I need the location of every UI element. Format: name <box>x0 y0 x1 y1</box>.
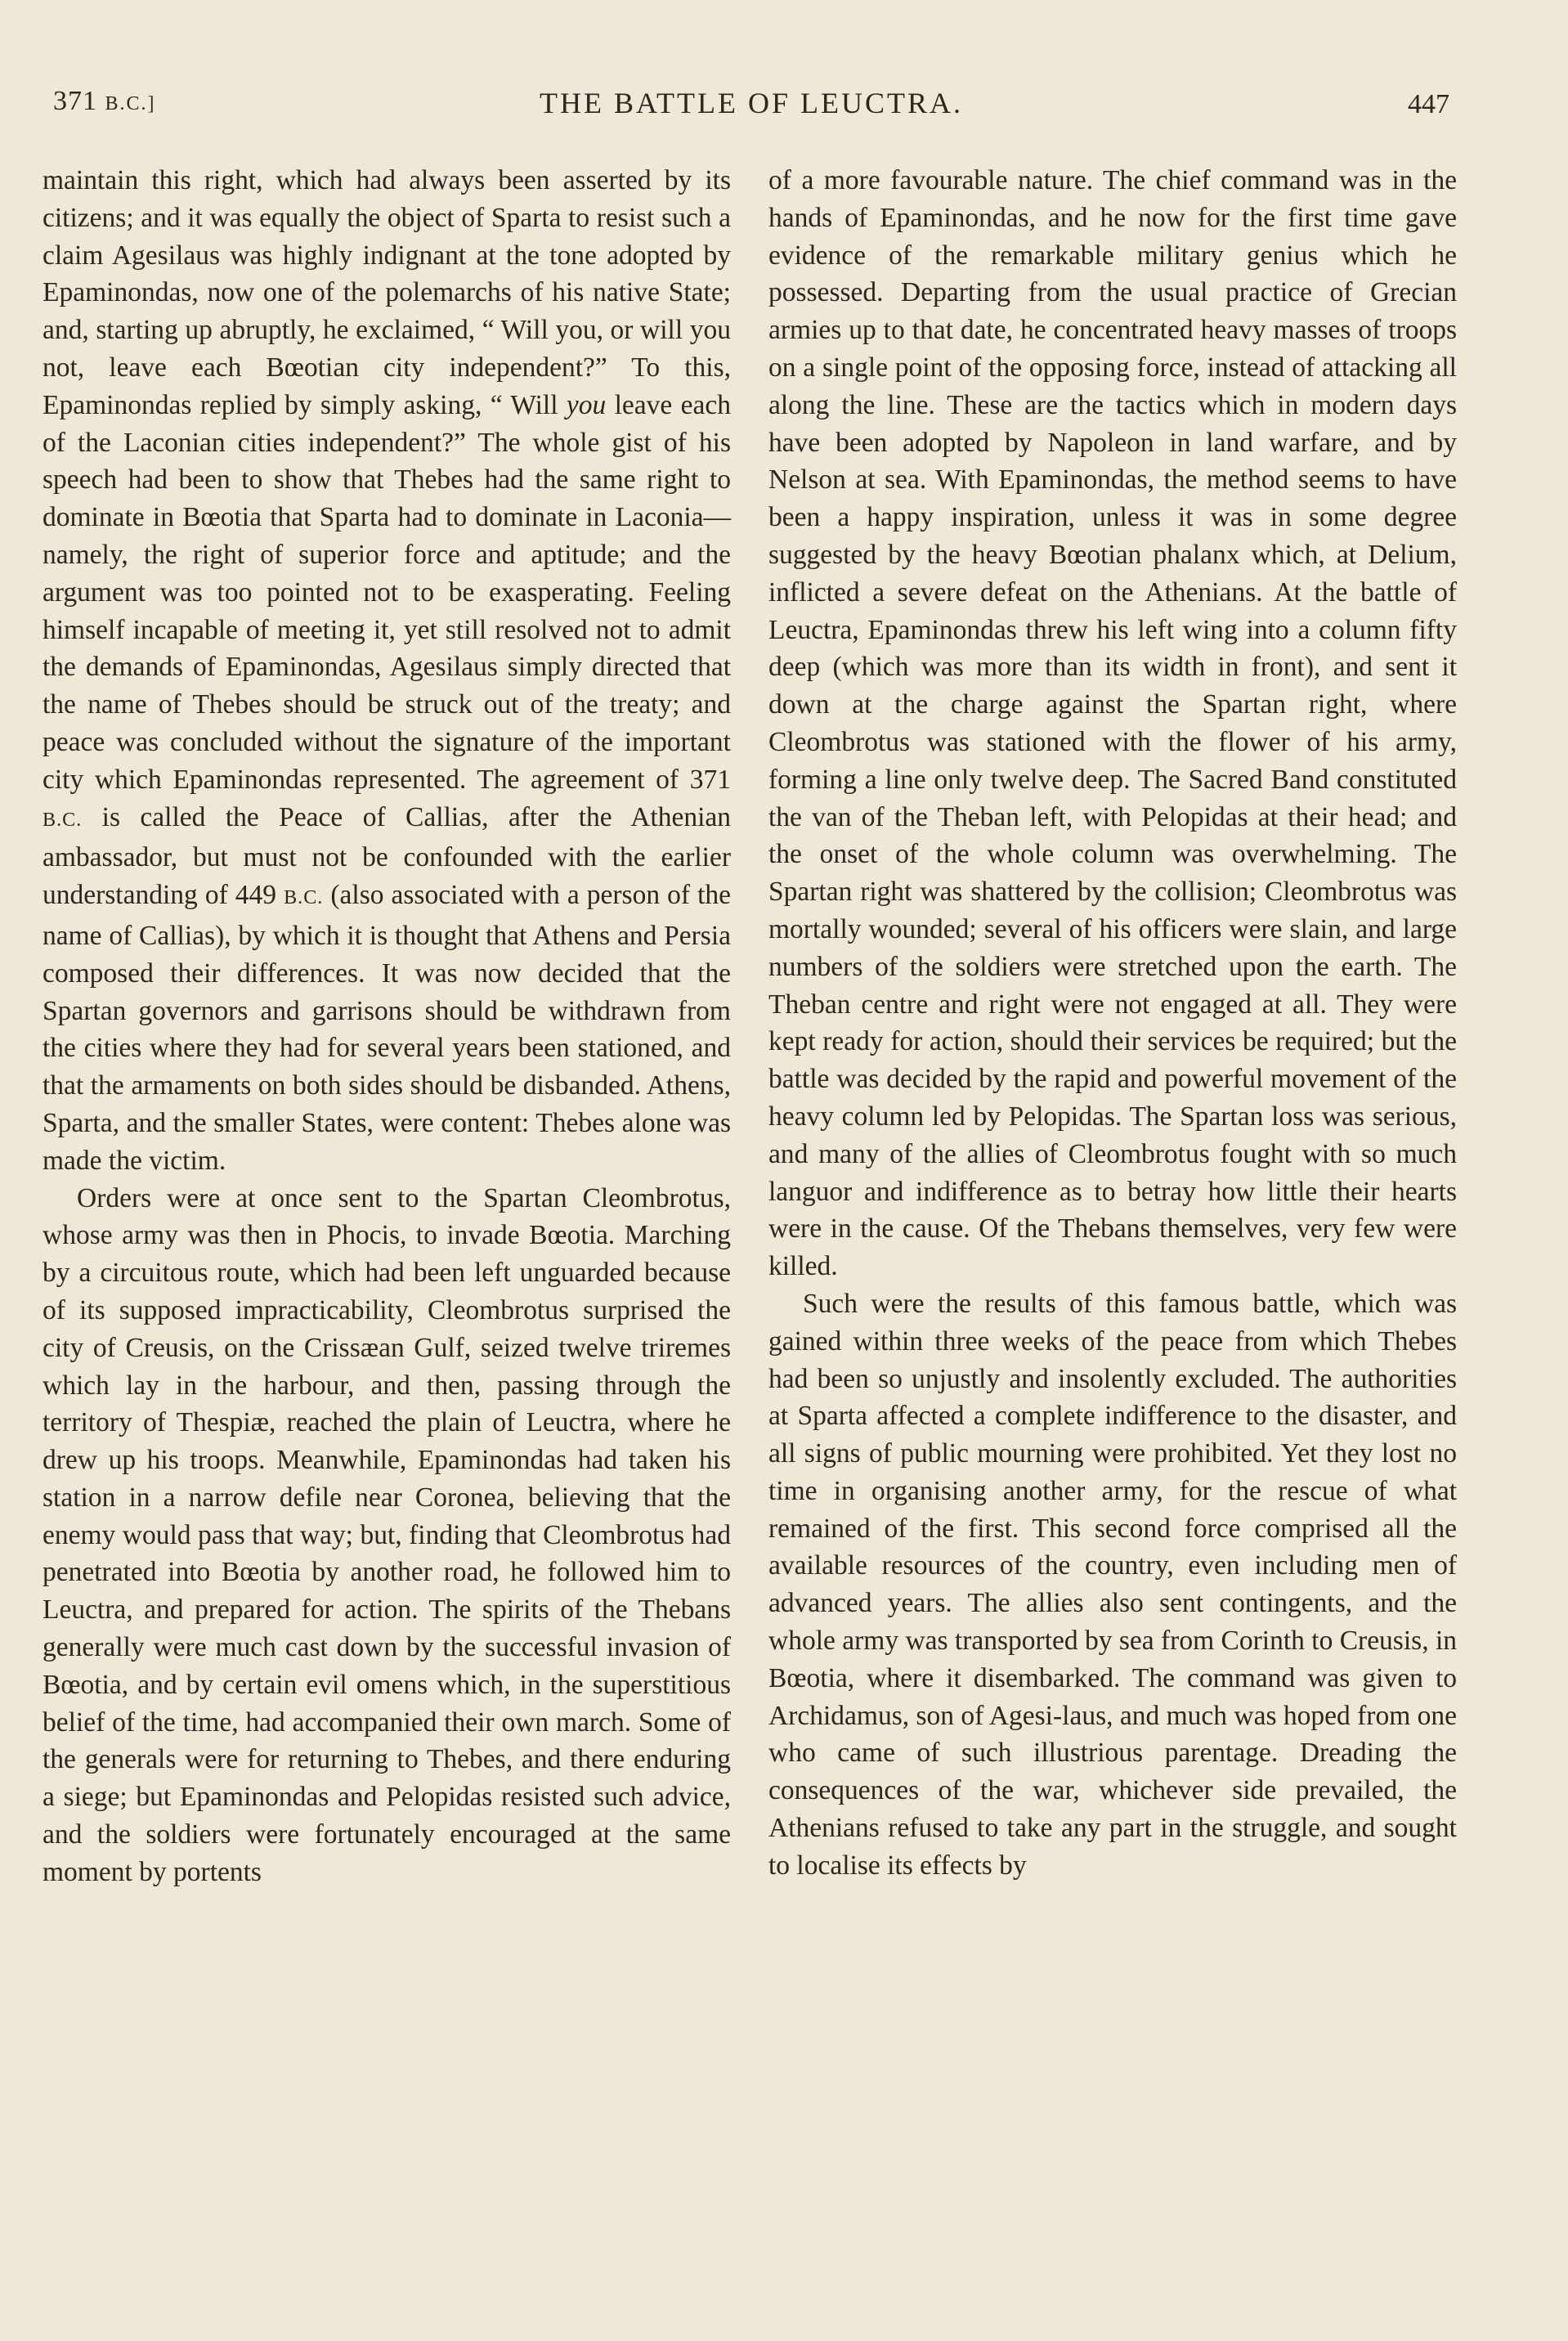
era-abbrev: B.C. <box>284 887 324 909</box>
header-era: B.C.] <box>105 93 156 114</box>
running-header <box>53 86 1449 135</box>
header-year: 371 <box>53 86 97 116</box>
page-number: 447 <box>1408 89 1449 119</box>
paragraph: Such were the results of this famous battle, which was gained within three weeks of the peace from which Thebes had been so unjustly and insolently excluded. The authorities at Sparta affected a complete indifference to the disaster, and all signs of public mourning were prohibited. Yet they lost no time in organising another army, for the rescue of what remained of the first. This second force comprised all the available resources of the country, even including men of advanced years. The allies also sent contingents, and the whole army was transported by sea from Corinth to Creusis, in Bœotia, where it disembarked. The command was given to Archidamus, son of Agesi-laus, and much was hoped from one who came of such illustrious parentage. Dreading the consequences of the war, whichever side prevailed, the Athenians refused to take any part in the struggle, and sought to localise its effects by <box>768 1288 1457 1881</box>
text-run: leave each of the Laconian cities independent?” The whole gist of his speech had been to show that Thebes had the same right to dominate in Bœotia that Sparta had to dominate in Laconia— namely, the right of superior force and aptitude; and the argument was too pointed not to be exasperating. Feeling himself incapable of meeting it, yet still resolved not to admit the demands of Epaminondas, Agesilaus simply directed that the name of Thebes should be struck out of the treaty; and peace was concluded without the signature of the important city which Epaminondas represented. The agreement of 371 <box>43 389 731 795</box>
paragraph: Orders were at once sent to the Spartan Cleombrotus, whose army was then in Phocis, to invade Bœotia. Marching by a circuitous route, which had been left unguarded because of its supposed impracticability, Cleombrotus surprised the city of Creusis, on the Crissæan Gulf, seized twelve triremes which lay in the harbour, and then, passing through the territory of Thespiæ, reached the plain of Leuctra, where he drew up his troops. Meanwhile, Epaminondas had taken his station in a narrow defile near Coronea, believing that the enemy would pass that way; but, finding that Cleombrotus had penetrated into Bœotia by another road, he followed him to Leuctra, and prepared for action. The spirits of the Thebans generally were much cast down by the successful invasion of Bœotia, and by certain evil omens which, in the superstitious belief of the time, had accompanied their own march. Some of the generals were for returning to Thebes, and there enduring a siege; but Epaminondas and Pelopidas resisted such advice, and the soldiers were fortunately encouraged at the same moment by portents <box>43 1182 731 1887</box>
chapter-title: THE BATTLE OF LEUCTRA. <box>540 87 963 119</box>
right-column <box>768 162 1457 1885</box>
text-run: (also associated with a person of the name of Callias), by which it is thought that Athens and Persia composed their differences. It was now decided that the Spartan governors and garrisons should be withdrawn from the cities where they had for several years been stationed, and that the armaments on both sides should be disbanded. Athens, Sparta, and the smaller States, were content: Thebes alone was made the victim. <box>43 880 731 1176</box>
era-abbrev: B.C. <box>43 809 83 831</box>
left-column <box>43 162 731 1891</box>
text-run: maintain this right, which had always been asserted by its citizens; and it was equally the object of Sparta to resist such a claim Agesilaus was highly indignant at the tone adopted by Epaminondas, now one of the polemarchs of his native State; and, starting up abruptly, he exclaimed, “ Will you, or will you not, leave each Bœotian city independent?” To this, Epaminondas replied by simply asking, “ Will <box>43 165 731 420</box>
italic-word: you <box>566 389 607 420</box>
text-run: is called the Peace of Callias, after the Athenian ambassador, but must not be confounded with the earlier understanding of 449 <box>43 801 731 911</box>
paragraph <box>43 162 731 1180</box>
paragraph: of a more favourable nature. The chief command was in the hands of Epaminondas, and he now for the first time gave evidence of the remarkable military genius which he possessed. Departing from the usual practice of Grecian armies up to that date, he concentrated heavy masses of troops on a single point of the opposing force, instead of attacking all along the line. These are the tactics which in modern days have been adopted by Napoleon in land warfare, and by Nelson at sea. With Epaminondas, the method seems to have been a happy inspiration, unless it was in some degree suggested by the heavy Bœotian phalanx which, at Delium, inflicted a severe defeat on the Athenians. At the battle of Leuctra, Epaminondas threw his left wing into a column fifty deep (which was more than its width in front), and sent it down at the charge against the Spartan right, where Cleombrotus was stationed with the flower of his army, forming a line only twelve deep. The Sacred Band constituted the van of the Theban left, with Pelopidas at their head; and the onset of the whole column was overwhelming. The Spartan right was shattered by the collision; Cleombrotus was mortally wounded; several of his officers were slain, and large numbers of the soldiers were stretched upon the earth. The Theban centre and right were not engaged at all. They were kept ready for action, should their services be required; but the battle was decided by the rapid and powerful movement of the heavy column led by Pelopidas. The Spartan loss was serious, and many of the allies of Cleombrotus fought with so much languor and indifference as to betray how little their hearts were in the cause. Of the Thebans themselves, very few were killed. <box>768 165 1457 1282</box>
